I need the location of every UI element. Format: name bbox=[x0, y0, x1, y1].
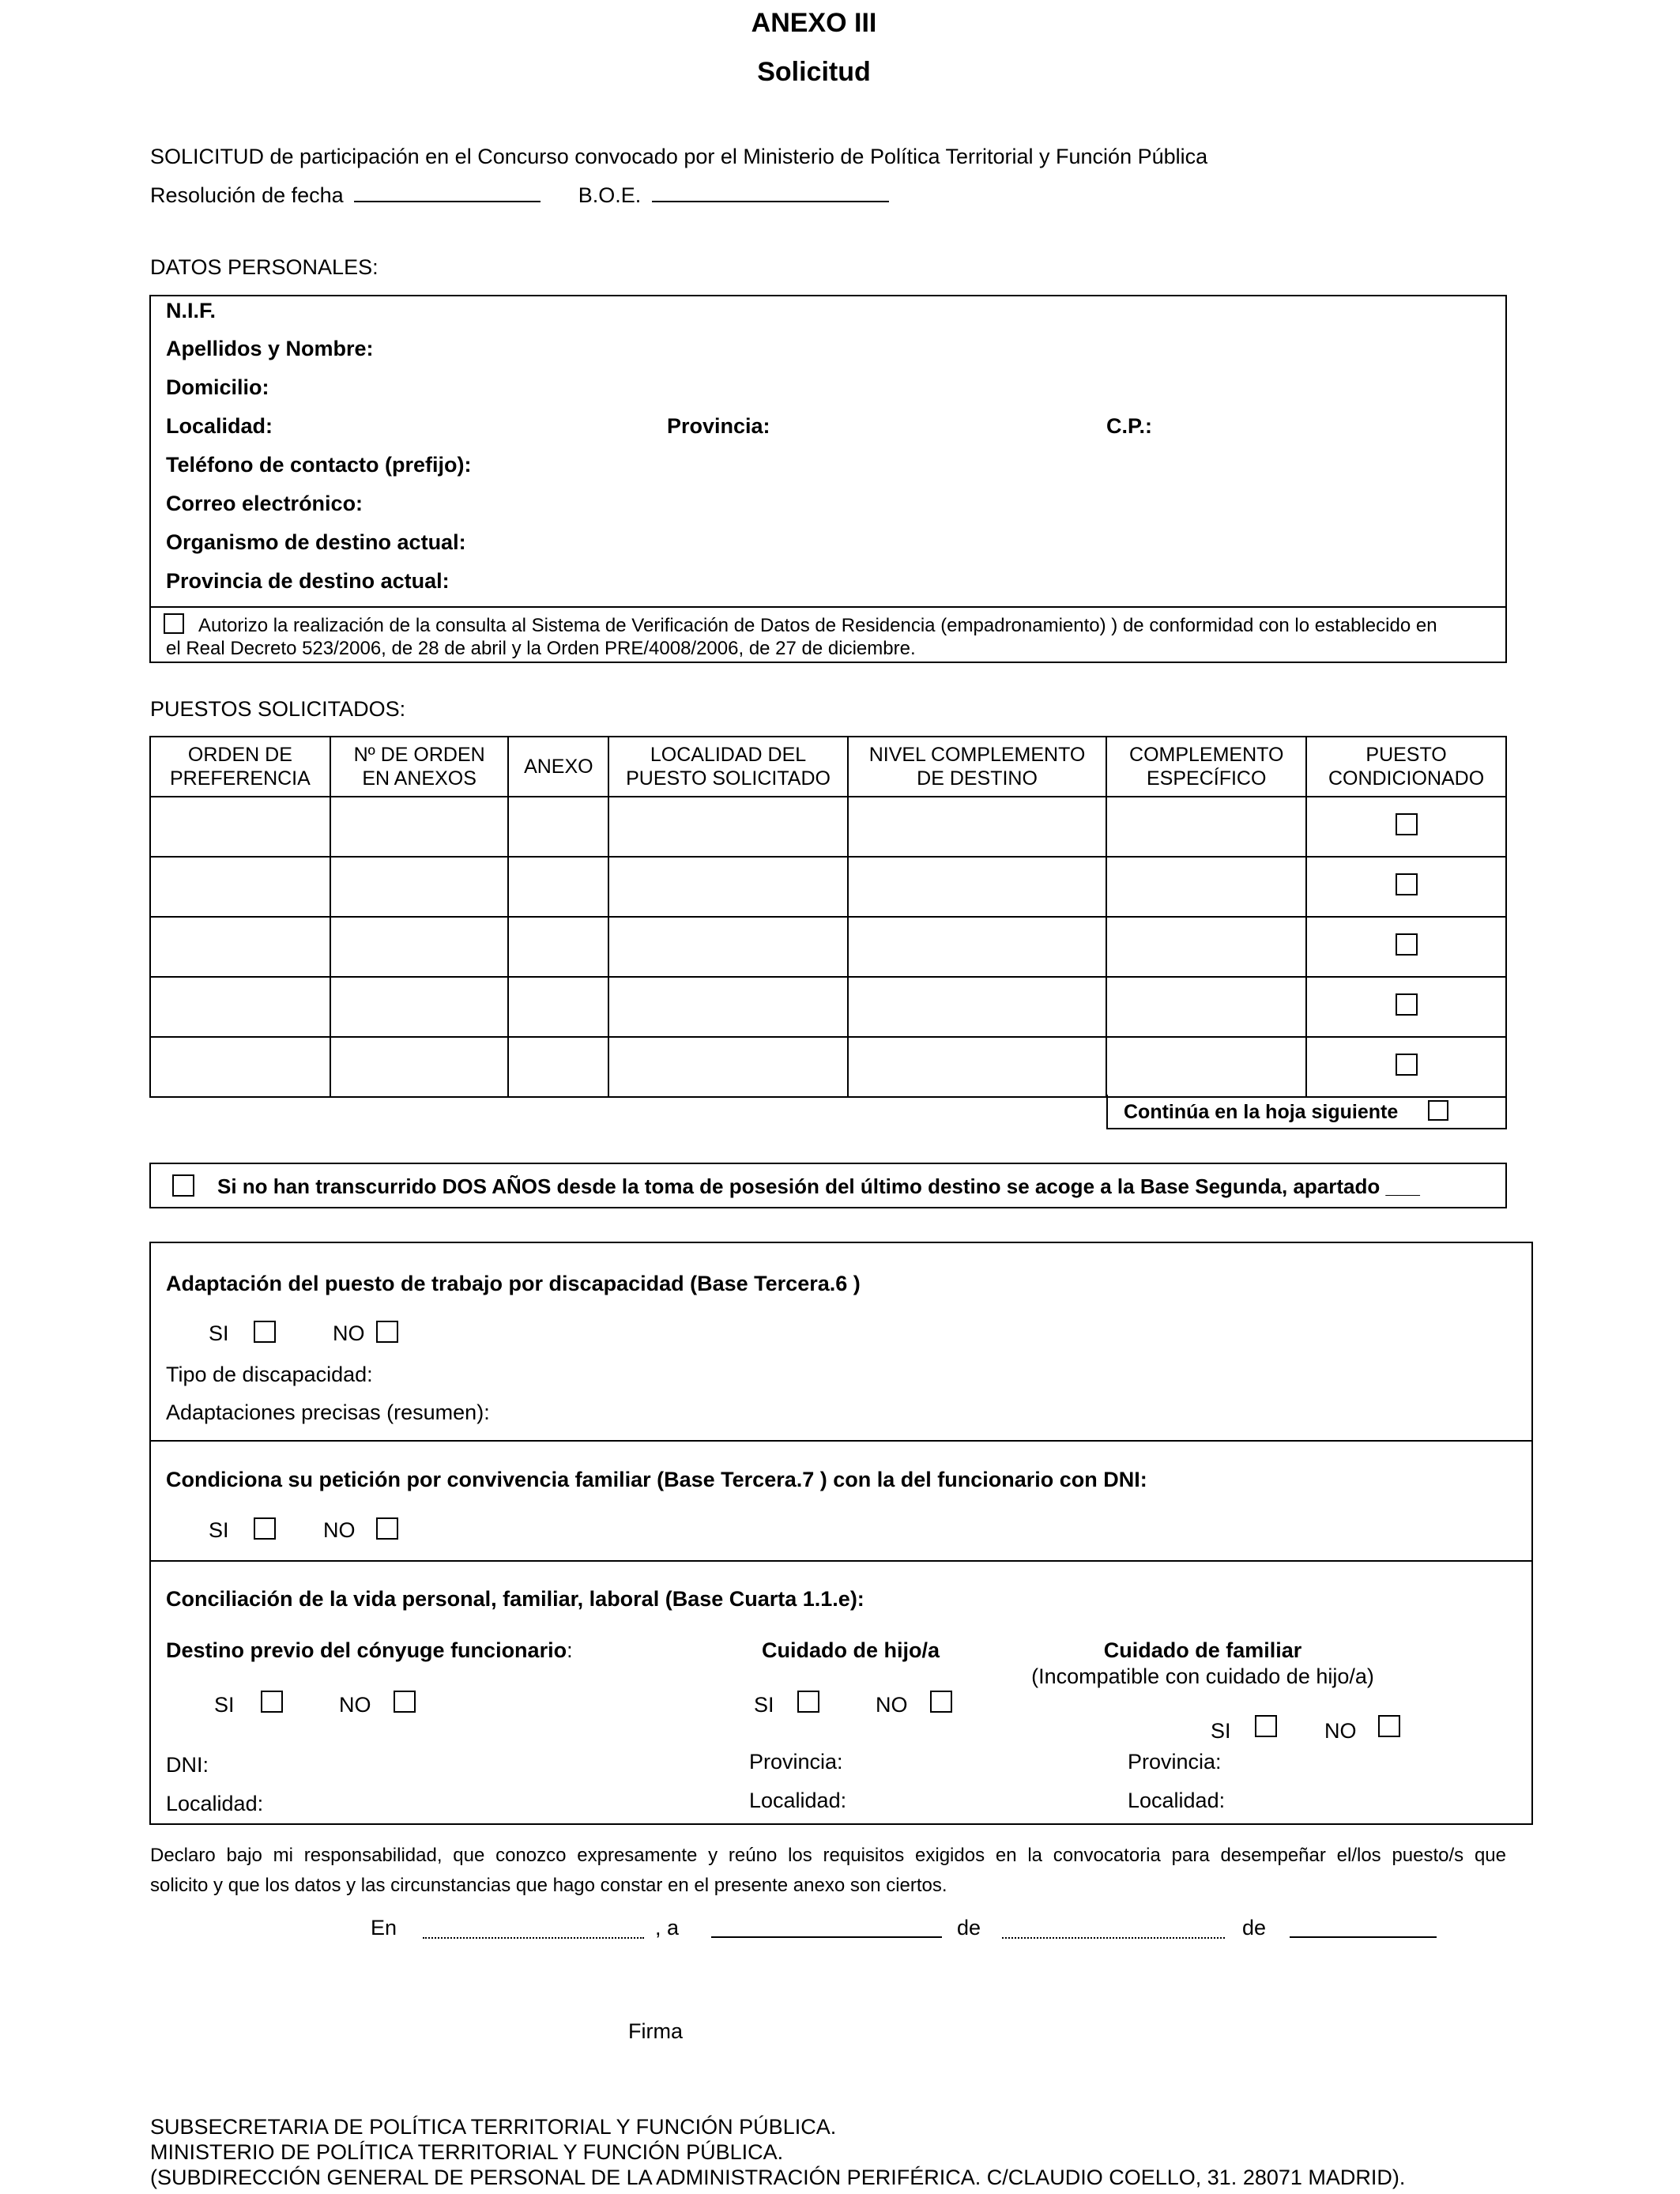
continues-box bbox=[1106, 1095, 1507, 1129]
footer-line1: SUBSECRETARIA DE POLÍTICA TERRITORIAL Y FUNCIÓN PÚBLICA. bbox=[150, 2115, 837, 2139]
spouse-yes-label: SI bbox=[214, 1693, 235, 1717]
disability-no-label: NO bbox=[333, 1321, 365, 1345]
date-a-label: , a bbox=[655, 1916, 680, 1940]
conditioned-checkbox[interactable] bbox=[1396, 873, 1418, 895]
date-place-field[interactable] bbox=[423, 1934, 644, 1939]
page-title: Solicitud bbox=[757, 57, 871, 87]
child-locality-label: Localidad: bbox=[749, 1789, 847, 1812]
declaration-line2: solicito y que los datos y las circunstancias que hago constar en el presente anexo son ciertos. bbox=[150, 1875, 947, 1896]
child-no-label: NO bbox=[876, 1693, 908, 1717]
relative-yes-label: SI bbox=[1211, 1719, 1231, 1743]
date-de-label-1: de bbox=[957, 1916, 981, 1940]
postal-code-label: C.P.: bbox=[1106, 414, 1153, 438]
disability-no-checkbox[interactable] bbox=[376, 1321, 398, 1343]
header-order: ORDEN DE PREFERENCIA bbox=[150, 737, 330, 797]
cell-input[interactable] bbox=[848, 1037, 1107, 1097]
cell-input[interactable] bbox=[1106, 917, 1306, 977]
conditioned-cell bbox=[1306, 857, 1506, 917]
cell-input[interactable] bbox=[150, 797, 330, 857]
date-month-field[interactable] bbox=[1002, 1934, 1225, 1939]
personal-data-heading: DATOS PERSONALES: bbox=[150, 255, 379, 279]
header-locality: LOCALIDAD DEL PUESTO SOLICITADO bbox=[608, 737, 847, 797]
boe-field[interactable] bbox=[652, 198, 889, 202]
relative-no-label: NO bbox=[1324, 1719, 1357, 1743]
divider bbox=[151, 1440, 1531, 1442]
cell-input[interactable] bbox=[330, 917, 509, 977]
conciliation-title: Conciliación de la vida personal, familiar, laboral (Base Cuarta 1.1.e): bbox=[166, 1587, 864, 1611]
cohabitation-yes-checkbox[interactable] bbox=[254, 1517, 276, 1540]
signature-label: Firma bbox=[628, 2019, 683, 2043]
consent-text-2: el Real Decreto 523/2006, de 28 de abril y la Orden PRE/4008/2006, de 27 de diciembre. bbox=[166, 638, 916, 659]
child-province-label: Provincia: bbox=[749, 1750, 843, 1774]
cell-input[interactable] bbox=[508, 857, 608, 917]
conditioned-checkbox[interactable] bbox=[1396, 933, 1418, 956]
table-row bbox=[150, 797, 1506, 857]
table-row bbox=[150, 857, 1506, 917]
cell-input[interactable] bbox=[608, 1037, 847, 1097]
header-specific: COMPLEMENTO ESPECÍFICO bbox=[1106, 737, 1306, 797]
cell-input[interactable] bbox=[330, 1037, 509, 1097]
table-row bbox=[150, 917, 1506, 977]
two-years-text: Si no han transcurrido DOS AÑOS desde la toma de posesión del último destino se acoge a la Base Segunda, apartado ___ bbox=[217, 1174, 1420, 1198]
cell-input[interactable] bbox=[608, 797, 847, 857]
consent-text-1: Autorizo la realización de la consulta al Sistema de Verificación de Datos de Residencia (empadronamiento) ) de conformidad con lo establecido en bbox=[198, 615, 1437, 636]
relative-note: (Incompatible con cuidado de hijo/a) bbox=[1031, 1664, 1374, 1688]
declaration-line1: Declaro bajo mi responsabilidad, que conozco expresamente y reúno los requisitos exigidos en la convocatoria para desempeñar el/los puesto/s que bbox=[150, 1845, 1506, 1866]
disability-yes-label: SI bbox=[209, 1321, 229, 1345]
conditioned-cell bbox=[1306, 917, 1506, 977]
two-years-checkbox[interactable] bbox=[172, 1174, 194, 1197]
footer-line3: (SUBDIRECCIÓN GENERAL DE PERSONAL DE LA ADMINISTRACIÓN PERIFÉRICA. C/CLAUDIO COELLO, 31. 28071 MADRID). bbox=[150, 2166, 1406, 2189]
child-no-checkbox[interactable] bbox=[930, 1691, 952, 1713]
child-heading: Cuidado de hijo/a bbox=[762, 1638, 940, 1662]
cohabitation-no-checkbox[interactable] bbox=[376, 1517, 398, 1540]
resolution-date-field[interactable] bbox=[354, 198, 541, 202]
table-row bbox=[150, 977, 1506, 1037]
conditioned-checkbox[interactable] bbox=[1396, 993, 1418, 1016]
cell-input[interactable] bbox=[1106, 977, 1306, 1037]
relative-yes-checkbox[interactable] bbox=[1255, 1715, 1277, 1737]
cell-input[interactable] bbox=[1106, 857, 1306, 917]
annex-title: ANEXO III bbox=[751, 8, 877, 38]
cell-input[interactable] bbox=[150, 1037, 330, 1097]
conditioned-cell bbox=[1306, 977, 1506, 1037]
conditioned-cell bbox=[1306, 1037, 1506, 1097]
cell-input[interactable] bbox=[848, 857, 1107, 917]
cell-input[interactable] bbox=[150, 857, 330, 917]
disability-yes-checkbox[interactable] bbox=[254, 1321, 276, 1343]
consent-checkbox[interactable] bbox=[164, 613, 184, 634]
phone-label: Teléfono de contacto (prefijo): bbox=[166, 453, 472, 477]
cell-input[interactable] bbox=[330, 977, 509, 1037]
relative-no-checkbox[interactable] bbox=[1378, 1715, 1400, 1737]
relative-locality-label: Localidad: bbox=[1128, 1789, 1226, 1812]
cell-input[interactable] bbox=[608, 917, 847, 977]
cohabitation-title: Condiciona su petición por convivencia familiar (Base Tercera.7 ) con la del funcionario con DNI: bbox=[166, 1468, 1147, 1491]
header-conditioned: PUESTO CONDICIONADO bbox=[1306, 737, 1506, 797]
table-header-row bbox=[150, 737, 1506, 797]
positions-heading: PUESTOS SOLICITADOS: bbox=[150, 697, 406, 721]
locality-label: Localidad: bbox=[166, 414, 273, 438]
cell-input[interactable] bbox=[508, 797, 608, 857]
province-label: Provincia: bbox=[667, 414, 770, 438]
header-annex-number: Nº DE ORDEN EN ANEXOS bbox=[330, 737, 509, 797]
date-year-field[interactable] bbox=[1290, 1933, 1437, 1938]
agency-label: Organismo de destino actual: bbox=[166, 530, 466, 554]
cell-input[interactable] bbox=[848, 917, 1107, 977]
footer-line2: MINISTERIO DE POLÍTICA TERRITORIAL Y FUNCIÓN PÚBLICA. bbox=[150, 2140, 784, 2164]
cohabitation-no-label: NO bbox=[323, 1518, 356, 1542]
cell-input[interactable] bbox=[330, 857, 509, 917]
spouse-dni-label: DNI: bbox=[166, 1753, 209, 1777]
cell-input[interactable] bbox=[608, 977, 847, 1037]
disability-title: Adaptación del puesto de trabajo por discapacidad (Base Tercera.6 ) bbox=[166, 1272, 861, 1295]
adaptations-label: Adaptaciones precisas (resumen): bbox=[166, 1400, 490, 1424]
cell-input[interactable] bbox=[848, 797, 1107, 857]
cohabitation-yes-label: SI bbox=[209, 1518, 229, 1542]
nif-label: N.I.F. bbox=[166, 299, 217, 322]
child-yes-checkbox[interactable] bbox=[797, 1691, 819, 1713]
conditioned-checkbox[interactable] bbox=[1396, 1054, 1418, 1076]
relative-heading: Cuidado de familiar bbox=[1103, 1638, 1302, 1662]
spouse-locality-label: Localidad: bbox=[166, 1792, 264, 1815]
cell-input[interactable] bbox=[150, 917, 330, 977]
table-row bbox=[150, 1037, 1506, 1097]
spouse-no-label: NO bbox=[339, 1693, 371, 1717]
cell-input[interactable] bbox=[608, 857, 847, 917]
date-en-label: En bbox=[371, 1916, 397, 1940]
date-day-field[interactable] bbox=[711, 1933, 942, 1938]
continues-label: Continúa en la hoja siguiente bbox=[1124, 1101, 1399, 1123]
name-label: Apellidos y Nombre: bbox=[166, 337, 374, 360]
adaptations-section bbox=[149, 1242, 1533, 1825]
email-label: Correo electrónico: bbox=[166, 492, 363, 515]
cell-input[interactable] bbox=[508, 977, 608, 1037]
date-de-label-2: de bbox=[1242, 1916, 1267, 1940]
cell-input[interactable] bbox=[1106, 1037, 1306, 1097]
cell-input[interactable] bbox=[1106, 797, 1306, 857]
divider bbox=[151, 606, 1505, 608]
cell-input[interactable] bbox=[508, 917, 608, 977]
boe-label: B.O.E. bbox=[578, 183, 642, 207]
spouse-yes-checkbox[interactable] bbox=[261, 1691, 283, 1713]
spouse-heading: Destino previo del cónyuge funcionario: bbox=[166, 1638, 573, 1662]
positions-table bbox=[149, 736, 1507, 1098]
conditioned-checkbox[interactable] bbox=[1396, 813, 1418, 835]
resolution-label: Resolución de fecha bbox=[150, 183, 344, 207]
intro-text: SOLICITUD de participación en el Concurso convocado por el Ministerio de Política Territorial y Función Pública bbox=[150, 145, 1208, 168]
child-yes-label: SI bbox=[754, 1693, 774, 1717]
personal-data-box bbox=[149, 295, 1507, 663]
disability-type-label: Tipo de discapacidad: bbox=[166, 1363, 373, 1386]
divider bbox=[151, 1560, 1531, 1562]
header-level: NIVEL COMPLEMENTO DE DESTINO bbox=[848, 737, 1107, 797]
cell-input[interactable] bbox=[150, 977, 330, 1037]
resolution-row bbox=[150, 183, 889, 208]
cell-input[interactable] bbox=[330, 797, 509, 857]
address-label: Domicilio: bbox=[166, 375, 269, 399]
relative-province-label: Provincia: bbox=[1128, 1750, 1222, 1774]
continues-checkbox[interactable] bbox=[1428, 1100, 1448, 1121]
conditioned-cell bbox=[1306, 797, 1506, 857]
cell-input[interactable] bbox=[508, 1037, 608, 1097]
header-annex: ANEXO bbox=[508, 737, 608, 797]
spouse-no-checkbox[interactable] bbox=[394, 1691, 416, 1713]
cell-input[interactable] bbox=[848, 977, 1107, 1037]
destination-province-label: Provincia de destino actual: bbox=[166, 569, 450, 593]
two-years-box bbox=[149, 1163, 1507, 1208]
